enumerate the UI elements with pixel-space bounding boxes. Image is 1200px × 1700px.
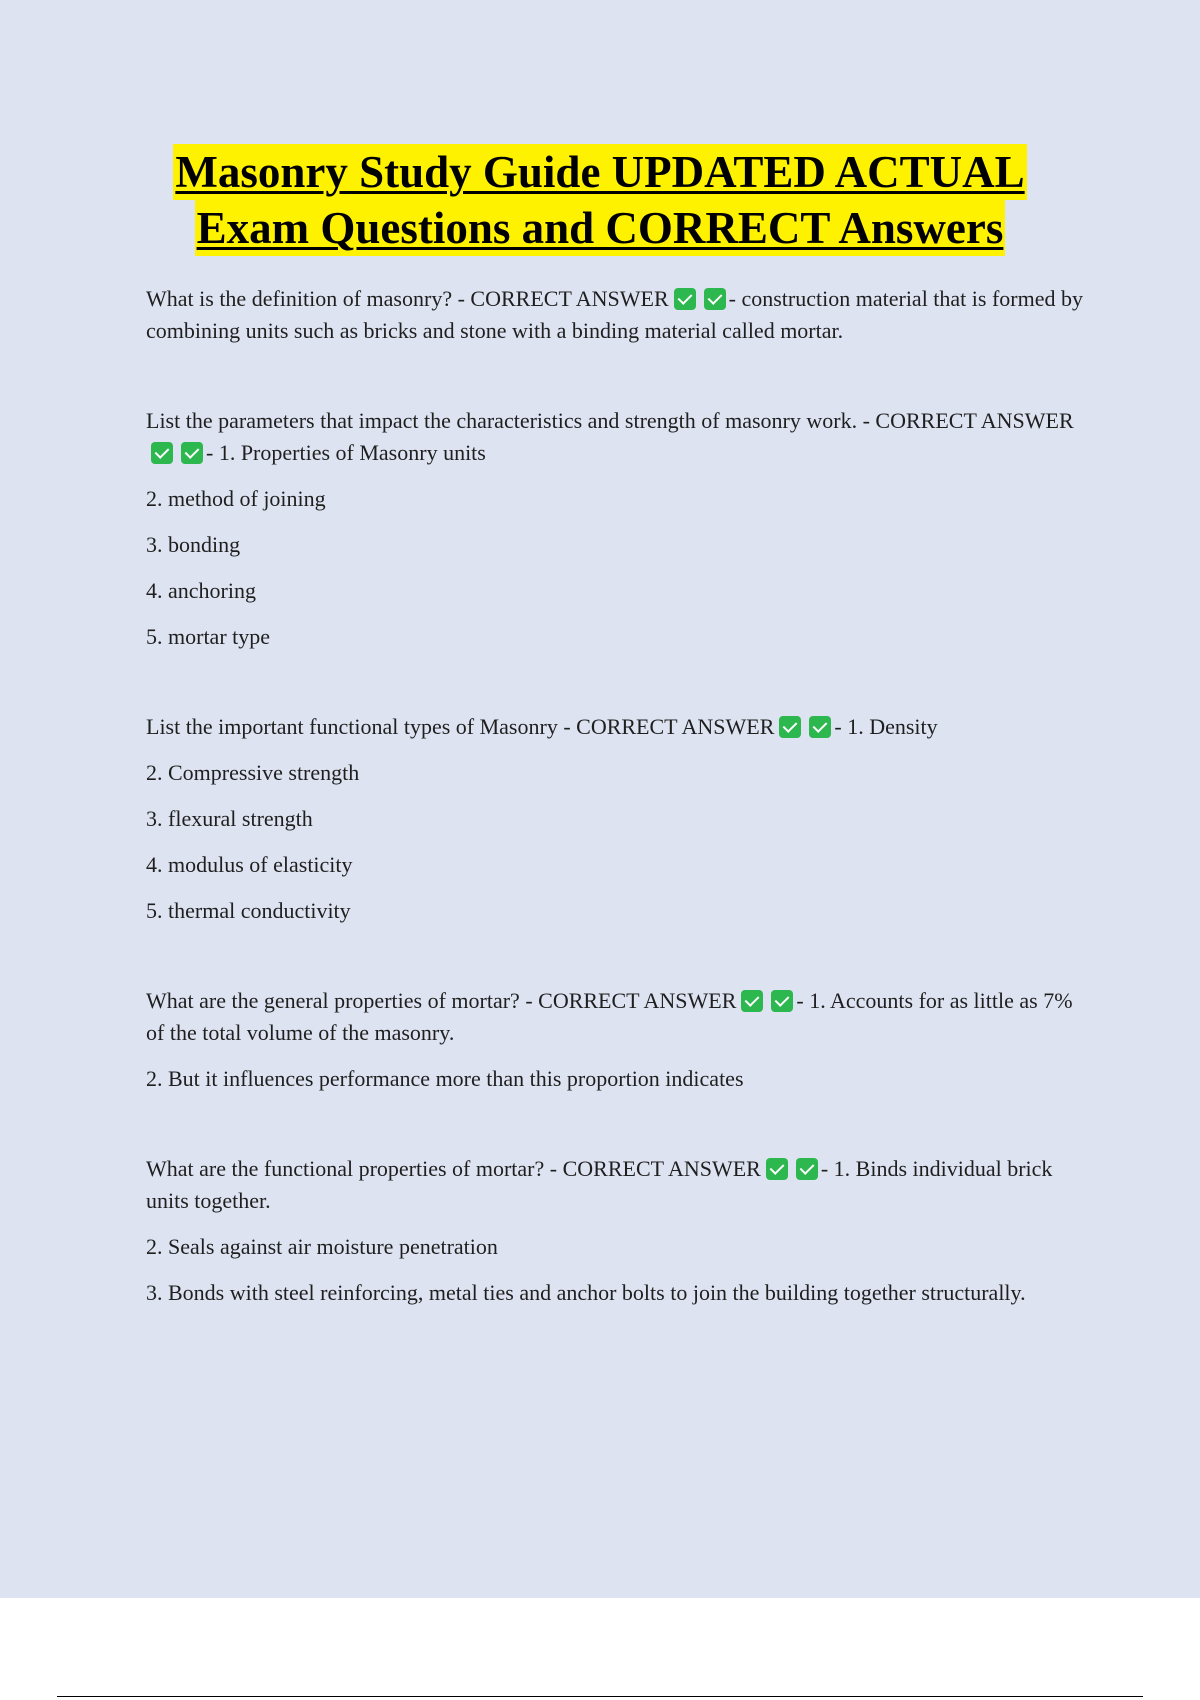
check-box-icon (771, 990, 793, 1012)
check-box-icon (181, 442, 203, 464)
answer-text: - 1. Accounts for as little as 7% of the total volume of the masonry. (146, 988, 1073, 1045)
question-text: List the parameters that impact the characteristics and strength of masonry work. (146, 408, 858, 433)
answer-text: - construction material that is formed by combining units such as bricks and stone with a binding material called mortar. (146, 286, 1083, 343)
answer-text: - 1. Binds individual brick units together. (146, 1156, 1053, 1213)
check-box-icon (674, 288, 696, 310)
check-box-icon (779, 716, 801, 738)
check-box-icon (704, 288, 726, 310)
qa-item (146, 283, 1096, 347)
answer-list-item: 5. thermal conductivity (146, 898, 351, 923)
answer-list-item: 4. modulus of elasticity (146, 852, 353, 877)
check-box-icon (809, 716, 831, 738)
qa-item (146, 405, 1096, 653)
check-box-icon (741, 990, 763, 1012)
answer-list-item: 4. anchoring (146, 578, 256, 603)
question-answer-text (146, 1153, 1096, 1217)
answer-list-item: 2. Seals against air moisture penetration (146, 1234, 498, 1259)
footer-divider (57, 1696, 1143, 1697)
answer-list-item: 3. Bonds with steel reinforcing, metal ties and anchor bolts to join the building together structurally. (146, 1280, 1026, 1305)
qa-item (146, 1153, 1096, 1309)
question-text: What is the definition of masonry? (146, 286, 453, 311)
correct-answer-label: - CORRECT ANSWER (457, 286, 669, 311)
question-text: What are the general properties of mortar? (146, 988, 520, 1013)
document-title (100, 144, 1100, 256)
qa-item (146, 711, 1096, 927)
question-answer-text (146, 985, 1096, 1049)
title-line-1: Masonry Study Guide UPDATED ACTUAL (173, 144, 1026, 200)
question-answer-text (146, 711, 1096, 743)
qa-content (146, 283, 1096, 1367)
answer-list-item: 2. Compressive strength (146, 760, 360, 785)
check-box-icon (766, 1158, 788, 1180)
correct-answer-label: - CORRECT ANSWER (563, 714, 775, 739)
question-text: List the important functional types of Masonry (146, 714, 558, 739)
correct-answer-label: - CORRECT ANSWER (862, 408, 1074, 433)
check-box-icon (796, 1158, 818, 1180)
answer-list-item: 3. bonding (146, 532, 241, 557)
answer-list-item: 3. flexural strength (146, 806, 313, 831)
check-box-icon (151, 442, 173, 464)
title-line-2: Exam Questions and CORRECT Answers (195, 200, 1006, 256)
answer-list-item: 2. method of joining (146, 486, 326, 511)
answer-list-item: 2. But it influences performance more than this proportion indicates (146, 1066, 744, 1091)
question-answer-text (146, 405, 1096, 469)
answer-text: - 1. Properties of Masonry units (206, 440, 486, 465)
answer-text: - 1. Density (834, 714, 938, 739)
question-answer-text (146, 283, 1096, 347)
qa-item (146, 985, 1096, 1095)
question-text: What are the functional properties of mortar? (146, 1156, 545, 1181)
correct-answer-label: - CORRECT ANSWER (549, 1156, 761, 1181)
correct-answer-label: - CORRECT ANSWER (525, 988, 737, 1013)
answer-list-item: 5. mortar type (146, 624, 271, 649)
